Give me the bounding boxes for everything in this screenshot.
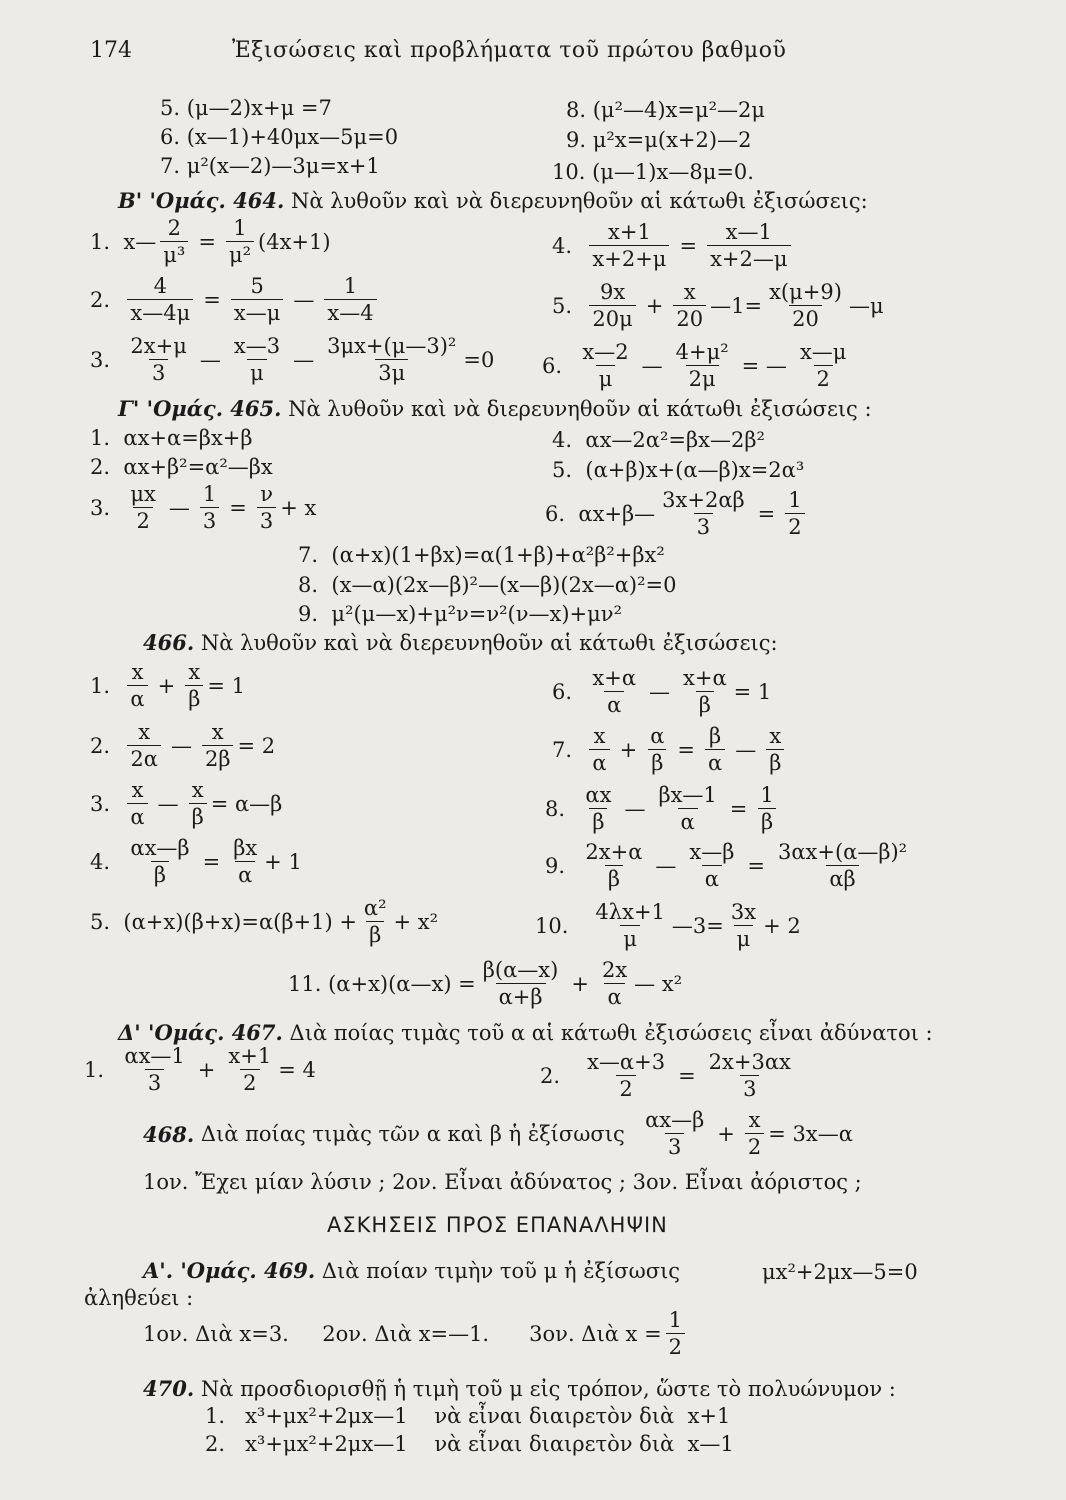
group-b-eq-1: 1. x— $\frac{2}{\text{μ³}}$ = $\frac{1}{\text{μ²}}$ (4x+1)	[90, 216, 331, 267]
group-c-eq-2: 2. αx+β²=α²—βx	[90, 455, 273, 479]
problem-470-item-1: 1. x³+μx²+2μx—1 νὰ εἶναι διαιρετὸν διὰ x+1	[205, 1404, 731, 1428]
group-b-eq-3: 3. $\frac{2x+\mu}{3}$ — $\frac{x—3}{\mu}$ — $\frac{\text{3μx+(μ—3)²}}{3\mu}$ =0	[90, 334, 495, 385]
group-466-eq-2: 2. $\frac{x}{2\alpha}$ — $\frac{x}{2\beta}$ = 2	[90, 720, 276, 771]
group-c-eq-5: 5. (α+β)x+(α—β)x=2α³	[552, 458, 805, 482]
problem-470: 470. Νὰ προσδιορισθῇ ἡ τιμὴ τοῦ μ εἰς τρόπον, ὥστε τὸ πολυώνυμον :	[143, 1376, 896, 1401]
problem-470-item-2: 2. x³+μx²+2μx—1 νὰ εἶναι διαιρετὸν διὰ x—1	[205, 1432, 734, 1456]
running-title: Ἐξισώσεις καὶ προβλήματα τοῦ πρώτου βαθμοῦ	[232, 38, 787, 63]
problem-468-options: 1ον. Ἔχει μίαν λύσιν ; 2ον. Εἶναι ἀδύνατος ; 3ον. Εἶναι ἀόριστος ;	[143, 1170, 862, 1194]
group-466-eq-6: 6. $\frac{x+\alpha}{\alpha}$ — $\frac{x+\alpha}{\beta}$ = 1	[552, 666, 772, 717]
group-d-heading: Δ' 'Ομάς. 467. Διὰ ποίας τιμὰς τοῦ α αἱ κάτωθι ἐξισώσεις εἶναι ἀδύνατοι :	[118, 1020, 933, 1045]
exercise-9: 9. μ²x=μ(x+2)—2	[566, 128, 752, 152]
group-b-eq-2: 2. $\frac{4}{x—4\mu}$ = $\frac{5}{x—\mu}$ — $\frac{1}{x—4}$	[90, 276, 381, 324]
group-b-eq-6: 6. $\frac{x—2}{\mu}$ — $\frac{\text{4+μ²}}{2\mu}$ = — $\frac{x—\mu}{2}$	[542, 340, 847, 391]
group-466-heading: 466. Νὰ λυθοῦν καὶ νὰ διερευνηθοῦν αἱ κάτωθι ἐξισώσεις:	[143, 630, 778, 655]
group-466-eq-11: 11. (α+x)(α—x) = $\frac{\beta(\alpha—x)}{\alpha+\beta}$ + $\frac{2x}{\alpha}$ — x²	[288, 958, 683, 1009]
group-d-eq-1: 1. $\frac{\alpha x—1}{3}$ + $\frac{x+1}{2}$ = 4	[84, 1044, 316, 1095]
group-c-eq-9: 9. μ²(μ—x)+μ²ν=ν²(ν—x)+μν²	[298, 602, 622, 626]
problem-469-options: 1ον. Διὰ x=3. 2ον. Διὰ x=—1. 3ον. Διὰ x = $\frac{1}{2}$	[143, 1310, 689, 1358]
review-heading: ΑΣΚΗΣΕΙΣ ΠΡΟΣ ΕΠΑΝΑΛΗΨΙΝ	[327, 1213, 668, 1237]
group-c-eq-7: 7. (α+x)(1+βx)=α(1+β)+α²β²+βx²	[298, 543, 665, 567]
exercise-10: 10. (μ—1)x—8μ=0.	[552, 160, 754, 184]
group-b-heading: Β' 'Ομάς. 464. Νὰ λυθοῦν καὶ νὰ διερευνηθοῦν αἱ κάτωθι ἐξισώσεις:	[118, 188, 868, 213]
group-b-eq-5: 5. $\frac{9x}{20\mu}$ + $\frac{x}{20}$ —1= $\frac{x(\mu+9)}{20}$ —μ	[552, 280, 884, 331]
group-c-eq-1: 1. αx+α=βx+β	[90, 426, 253, 450]
group-466-eq-5: 5. (α+x)(β+x)=α(β+1) + $\frac{\text{α²}}{\beta}$ + x²	[90, 896, 439, 947]
group-b-eq-4: 4. $\frac{x+1}{x+2+\mu}$ = $\frac{x—1}{x+2—\mu}$	[552, 222, 795, 270]
exercise-8: 8. (μ²—4)x=μ²—2μ	[566, 98, 766, 122]
exercise-6: 6. (x—1)+40μx—5μ=0	[160, 125, 399, 149]
group-466-eq-4: 4. $\frac{\alpha x—\beta}{\beta}$ = $\frac{\beta x}{\alpha}$ + 1	[90, 836, 302, 887]
problem-469-line2: ἀληθεύει :	[84, 1286, 194, 1310]
exercise-7: 7. μ²(x—2)—3μ=x+1	[160, 154, 380, 178]
problem-468: 468. Διὰ ποίας τιμὰς τῶν α καὶ β ἡ ἐξίσωσις $\frac{\alpha x—\beta}{3}$ + $\frac{x}{2}$ = 3x—α	[143, 1108, 853, 1159]
group-c-heading: Γ' 'Ομάς. 465. Νὰ λυθοῦν καὶ νὰ διερευνηθοῦν αἱ κάτωθι ἐξισώσεις :	[118, 396, 872, 421]
group-466-eq-7: 7. $\frac{x}{\alpha}$ + $\frac{\alpha}{\beta}$ = $\frac{\beta}{\alpha}$ — $\frac{x}{\beta}$	[552, 726, 788, 774]
group-466-eq-9: 9. $\frac{2x+\alpha}{\beta}$ — $\frac{x—\beta}{\alpha}$ = $\frac{\text{3αx+(α—β)²}}{\alpha\beta}$	[545, 840, 908, 891]
group-466-eq-8: 8. $\frac{\alpha x}{\beta}$ — $\frac{\beta x—1}{\alpha}$ = $\frac{1}{\beta}$	[545, 785, 781, 833]
group-466-eq-10: 10. $\frac{4\lambda x+1}{\mu}$ —3= $\frac{3x}{\mu}$ + 2	[535, 900, 801, 951]
group-c-eq-3: 3. $\frac{\mu x}{2}$ — $\frac{1}{3}$ = $\frac{\nu}{3}$ + x	[90, 482, 317, 533]
page-number: 174	[90, 38, 132, 63]
group-466-eq-3: 3. $\frac{x}{\alpha}$ — $\frac{x}{\beta}$ = α—β	[90, 778, 283, 829]
group-c-eq-6: 6. αx+β— $\frac{3x+2\alpha\beta}{3}$ = $\frac{1}{2}$	[545, 490, 809, 538]
group-c-eq-8: 8. (x—α)(2x—β)²—(x—β)(2x—α)²=0	[298, 573, 677, 597]
problem-469: Α'. 'Ομάς. 469. Διὰ ποίαν τιμὴν τοῦ μ ἡ ἐξίσωσις	[143, 1258, 681, 1283]
problem-469-expr: μx²+2μx—5=0	[762, 1260, 918, 1284]
group-466-eq-1: 1. $\frac{x}{\alpha}$ + $\frac{x}{\beta}$ = 1	[90, 660, 245, 711]
exercise-5: 5. (μ—2)x+μ =7	[160, 96, 332, 120]
group-c-eq-4: 4. αx—2α²=βx—2β²	[552, 428, 765, 452]
group-d-eq-2: 2. $\frac{x—\alpha+3}{2}$ = $\frac{2x+3\alpha x}{3}$	[540, 1050, 791, 1101]
